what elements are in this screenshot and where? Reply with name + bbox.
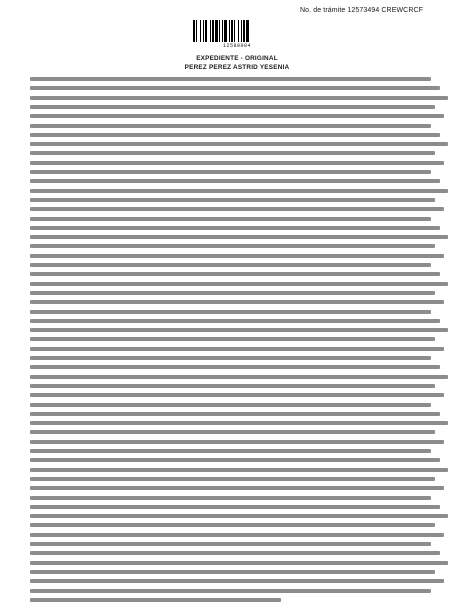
text-line-placeholder <box>30 207 444 211</box>
text-line-placeholder <box>30 412 440 416</box>
text-line-placeholder <box>30 114 444 118</box>
text-line-placeholder <box>30 179 440 183</box>
barcode-bar <box>231 20 233 42</box>
text-line-placeholder <box>30 170 431 174</box>
text-line-placeholder <box>30 217 431 221</box>
text-line-placeholder <box>30 272 440 276</box>
text-line-placeholder <box>30 133 440 137</box>
barcode-bar <box>222 20 223 42</box>
barcode-bar <box>212 20 214 42</box>
text-line-placeholder <box>30 282 448 286</box>
text-line-placeholder <box>30 403 431 407</box>
text-line-placeholder <box>30 514 448 518</box>
text-line-placeholder <box>30 458 440 462</box>
text-line-placeholder <box>30 421 448 425</box>
barcode-icon <box>192 20 282 42</box>
text-line-placeholder <box>30 77 431 81</box>
text-line-placeholder <box>30 579 444 583</box>
text-line-placeholder <box>30 589 431 593</box>
text-line-placeholder <box>30 291 435 295</box>
text-line-placeholder <box>30 440 444 444</box>
text-line-placeholder <box>30 310 431 314</box>
text-line-placeholder <box>30 319 440 323</box>
barcode-bar <box>200 20 201 42</box>
text-line-placeholder <box>30 347 444 351</box>
text-line-placeholder <box>30 328 448 332</box>
barcode-bar <box>203 20 204 42</box>
barcode-bar <box>246 20 249 42</box>
document-heading: EXPEDIENTE - ORIGINAL <box>196 55 278 62</box>
text-line-placeholder <box>30 105 435 109</box>
barcode-bar <box>219 20 220 42</box>
text-line-placeholder <box>30 254 444 258</box>
text-line-placeholder <box>30 263 431 267</box>
text-line-placeholder <box>30 198 435 202</box>
barcode-bar <box>205 20 207 42</box>
tramite-number: No. de trámite 12573494 CREWCRCF <box>300 7 424 14</box>
text-line-placeholder <box>30 226 440 230</box>
document-body-text <box>30 77 448 610</box>
text-line-placeholder <box>30 449 431 453</box>
barcode-bar <box>224 20 227 42</box>
barcode-number: 12580004 <box>222 43 251 49</box>
barcode-bar <box>234 20 235 42</box>
text-line-placeholder <box>30 356 431 360</box>
text-line-placeholder <box>30 533 444 537</box>
barcode-bar <box>215 20 218 42</box>
text-line-placeholder <box>30 124 431 128</box>
text-line-placeholder <box>30 430 435 434</box>
text-line-placeholder <box>30 365 440 369</box>
barcode-bar <box>193 20 195 42</box>
barcode-bar <box>238 20 239 42</box>
text-line-placeholder <box>30 598 281 602</box>
text-line-placeholder <box>30 496 431 500</box>
barcode-bar <box>229 20 230 42</box>
text-line-placeholder <box>30 161 444 165</box>
text-line-placeholder <box>30 542 431 546</box>
text-line-placeholder <box>30 505 440 509</box>
text-line-placeholder <box>30 86 440 90</box>
text-line-placeholder <box>30 300 444 304</box>
text-line-placeholder <box>30 235 448 239</box>
text-line-placeholder <box>30 337 435 341</box>
text-line-placeholder <box>30 561 448 565</box>
text-line-placeholder <box>30 244 435 248</box>
text-line-placeholder <box>30 468 448 472</box>
text-line-placeholder <box>30 523 435 527</box>
text-line-placeholder <box>30 477 435 481</box>
text-line-placeholder <box>30 393 444 397</box>
text-line-placeholder <box>30 151 435 155</box>
text-line-placeholder <box>30 486 444 490</box>
barcode-bar <box>210 20 211 42</box>
barcode-bar <box>241 20 242 42</box>
document-subheading: PEREZ PEREZ ASTRID YESENIA <box>184 64 290 71</box>
text-line-placeholder <box>30 570 435 574</box>
barcode <box>192 20 282 49</box>
barcode-bar <box>243 20 245 42</box>
text-line-placeholder <box>30 189 448 193</box>
text-line-placeholder <box>30 551 440 555</box>
barcode-bar <box>196 20 197 42</box>
text-line-placeholder <box>30 96 448 100</box>
text-line-placeholder <box>30 375 448 379</box>
text-line-placeholder <box>30 384 435 388</box>
text-line-placeholder <box>30 142 448 146</box>
